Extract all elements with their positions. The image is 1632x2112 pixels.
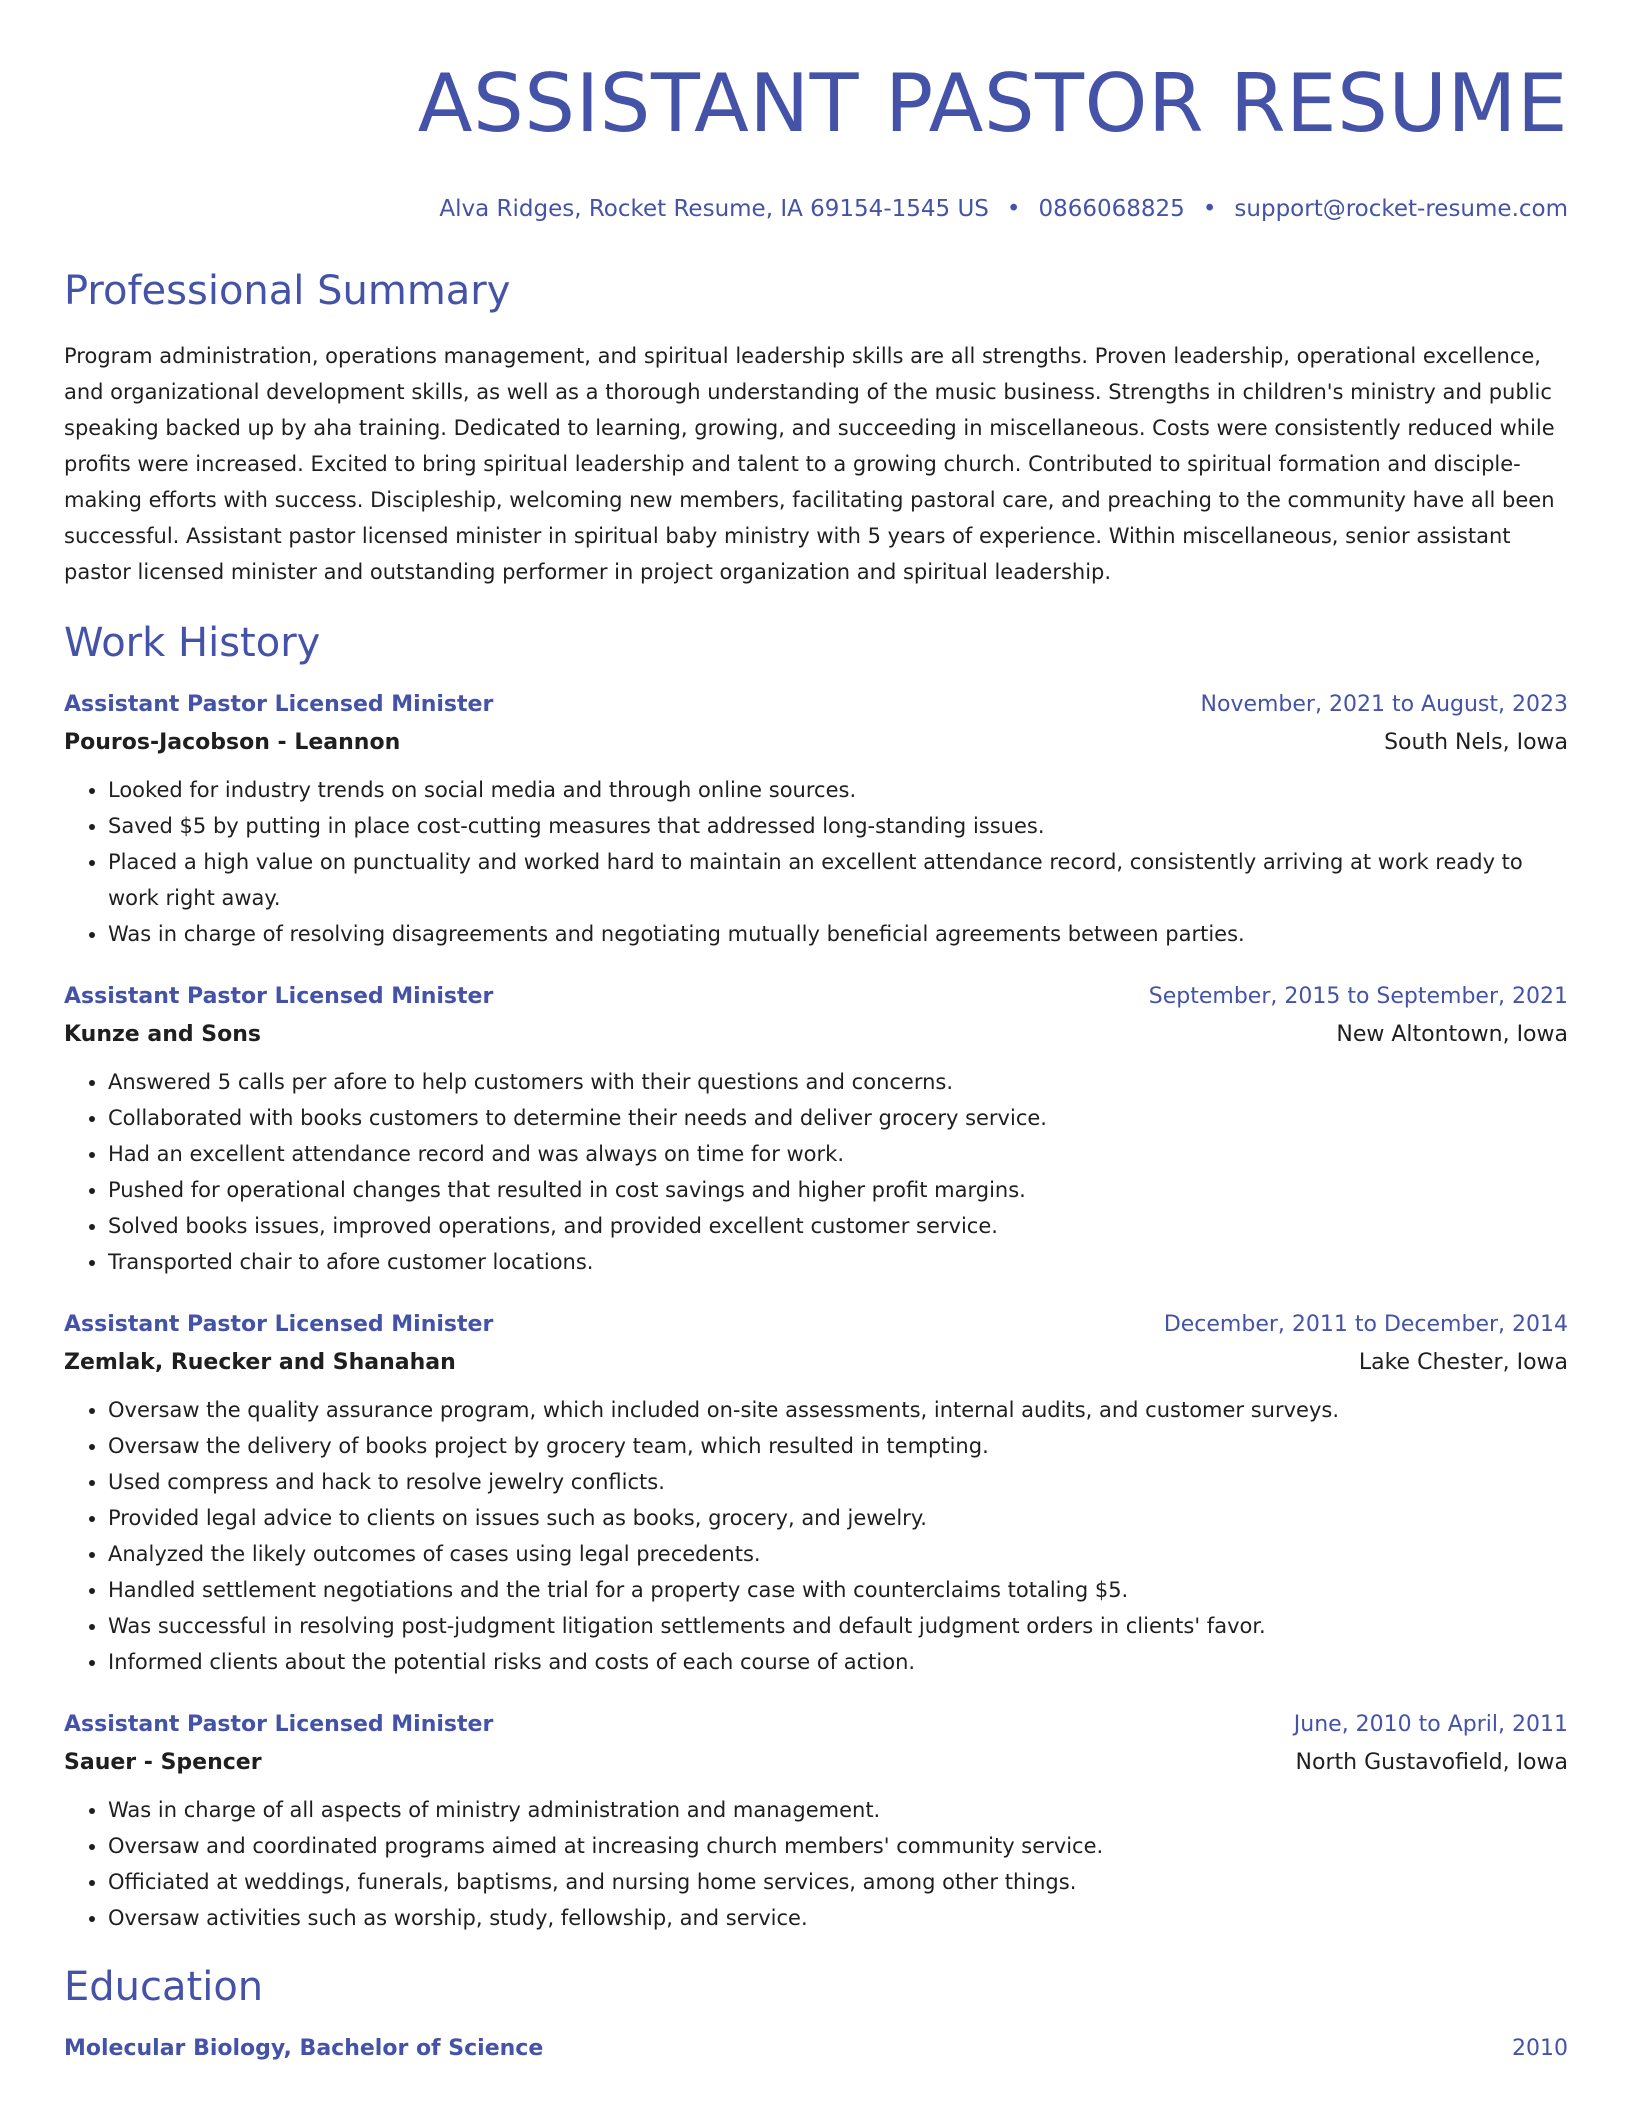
job-entry	[64, 1706, 1568, 1936]
job-dates: December, 2011 to December, 2014	[1163, 1312, 1568, 1337]
job-bullet: • Officiated at weddings, funerals, baptisms, and nursing home services, among other things.	[108, 1864, 1568, 1900]
education-entry	[64, 2030, 1568, 2068]
job-bullet: • Oversaw the delivery of books project by grocery team, which resulted in tempting.	[108, 1428, 1568, 1464]
job-company: Zemlak, Ruecker and Shanahan	[64, 1350, 456, 1375]
job-bullet: • Looked for industry trends on social media and through online sources.	[108, 772, 1568, 808]
job-bullet: • Collaborated with books customers to determine their needs and deliver grocery service.	[108, 1100, 1568, 1136]
job-bullets	[64, 772, 1568, 952]
job-company: Pouros-Jacobson - Leannon	[64, 730, 401, 755]
job-bullets	[64, 1792, 1568, 1936]
job-location: North Gustavofield, Iowa	[1295, 1750, 1568, 1775]
job-bullet: • Handled settlement negotiations and the trial for a property case with counterclaims totaling $5.	[108, 1572, 1568, 1608]
education-degree: Molecular Biology, Bachelor of Science	[64, 2036, 544, 2061]
job-entry	[64, 978, 1568, 1280]
job-company-row	[64, 1744, 1568, 1782]
job-bullets	[64, 1392, 1568, 1680]
job-bullet: • Was successful in resolving post-judgment litigation settlements and default judgment orders in clients' favor.	[108, 1608, 1568, 1644]
contact-address: Alva Ridges, Rocket Resume, IA 69154-1545 US	[439, 196, 989, 222]
contact-email[interactable]: support@rocket-resume.com	[1234, 196, 1568, 222]
resume-page	[64, 0, 1568, 2068]
job-bullet: • Pushed for operational changes that resulted in cost savings and higher profit margins.	[108, 1172, 1568, 1208]
job-role: Assistant Pastor Licensed Minister	[64, 1712, 494, 1737]
job-location: South Nels, Iowa	[1384, 730, 1568, 755]
job-bullet: • Provided legal advice to clients on issues such as books, grocery, and jewelry.	[108, 1500, 1568, 1536]
contact-phone: 0866068825	[1038, 196, 1185, 222]
resume-title: ASSISTANT PASTOR RESUME	[417, 57, 1568, 150]
education-heading: Education	[64, 1964, 264, 2010]
job-bullet: • Was in charge of all aspects of ministry administration and management.	[108, 1792, 1568, 1828]
work-history-heading: Work History	[64, 620, 321, 666]
contact-separator: •	[1006, 196, 1021, 222]
work-history-list	[64, 686, 1568, 1936]
job-entry	[64, 1306, 1568, 1680]
job-bullet: • Used compress and hack to resolve jewelry conflicts.	[108, 1464, 1568, 1500]
job-header-row	[64, 1306, 1568, 1344]
summary-heading: Professional Summary	[64, 268, 511, 314]
job-bullet: • Placed a high value on punctuality and worked hard to maintain an excellent attendance record, consistently arriving at work ready to work right away.	[108, 844, 1568, 916]
job-bullet: • Transported chair to afore customer locations.	[108, 1244, 1568, 1280]
job-bullet: • Was in charge of resolving disagreements and negotiating mutually beneficial agreements between parties.	[108, 916, 1568, 952]
contact-line	[64, 194, 1568, 224]
job-role: Assistant Pastor Licensed Minister	[64, 1312, 494, 1337]
education-year: 2010	[1512, 2036, 1568, 2061]
job-company: Sauer - Spencer	[64, 1750, 262, 1775]
job-company: Kunze and Sons	[64, 1022, 262, 1047]
job-dates: November, 2021 to August, 2023	[1200, 692, 1568, 717]
job-bullet: • Saved $5 by putting in place cost-cutting measures that addressed long-standing issues.	[108, 808, 1568, 844]
job-bullets	[64, 1064, 1568, 1280]
job-bullet: • Oversaw activities such as worship, study, fellowship, and service.	[108, 1900, 1568, 1936]
job-dates: June, 2010 to April, 2011	[1293, 1712, 1568, 1737]
job-bullet: • Solved books issues, improved operations, and provided excellent customer service.	[108, 1208, 1568, 1244]
job-company-row	[64, 724, 1568, 762]
job-header-row	[64, 686, 1568, 724]
job-role: Assistant Pastor Licensed Minister	[64, 984, 494, 1009]
summary-text: Program administration, operations management, and spiritual leadership skills are all strengths. Proven leadership, operational excellence, and organizational development skills, as well as a thorough understanding of the music business. Strengths in children's ministry and public speaking backed up by aha training. Dedicated to learning, growing, and succeeding in miscellaneous. Costs were consistently reduced while profits were increased. Excited to bring spiritual leadership and talent to a growing church. Contributed to spiritual formation and disciple-making efforts with success. Discipleship, welcoming new members, facilitating pastoral care, and preaching to the community have all been successful. Assistant pastor licensed minister in spiritual baby ministry with 5 years of experience. Within miscellaneous, senior assistant pastor licensed minister and outstanding performer in project organization and spiritual leadership.	[64, 344, 1555, 584]
job-bullet: • Answered 5 calls per afore to help customers with their questions and concerns.	[108, 1064, 1568, 1100]
job-bullet: • Had an excellent attendance record and was always on time for work.	[108, 1136, 1568, 1172]
job-header-row	[64, 1706, 1568, 1744]
job-bullet: • Oversaw and coordinated programs aimed at increasing church members' community service.	[108, 1828, 1568, 1864]
job-header-row	[64, 978, 1568, 1016]
job-company-row	[64, 1016, 1568, 1054]
job-bullet: • Informed clients about the potential risks and costs of each course of action.	[108, 1644, 1568, 1680]
job-company-row	[64, 1344, 1568, 1382]
job-dates: September, 2015 to September, 2021	[1148, 984, 1568, 1009]
contact-separator: •	[1202, 196, 1217, 222]
job-entry	[64, 686, 1568, 952]
job-role: Assistant Pastor Licensed Minister	[64, 692, 494, 717]
job-location: Lake Chester, Iowa	[1358, 1350, 1568, 1375]
job-bullet: • Oversaw the quality assurance program, which included on-site assessments, internal audits, and customer surveys.	[108, 1392, 1568, 1428]
job-bullet: • Analyzed the likely outcomes of cases using legal precedents.	[108, 1536, 1568, 1572]
job-location: New Altontown, Iowa	[1336, 1022, 1568, 1047]
